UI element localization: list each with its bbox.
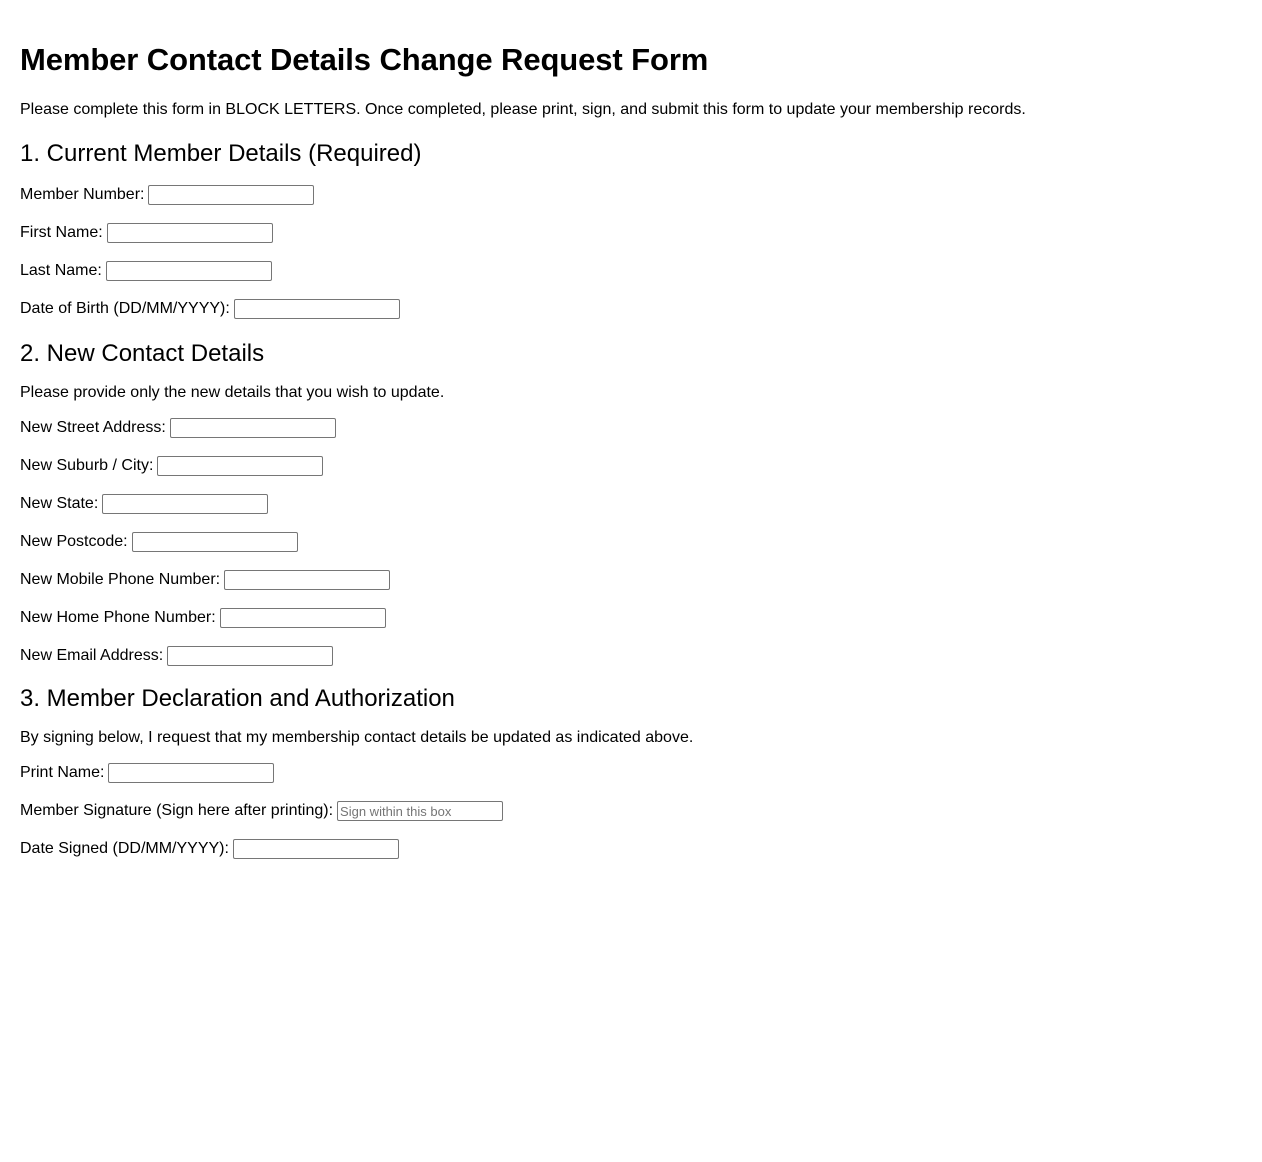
field-suburb <box>20 455 1242 477</box>
signature-label: Member Signature (Sign here after printing): <box>20 802 334 819</box>
home-phone-label: New Home Phone Number: <box>20 609 216 626</box>
suburb-label: New Suburb / City: <box>20 457 154 474</box>
field-dob <box>20 298 1242 320</box>
field-last-name <box>20 260 1242 282</box>
street-label: New Street Address: <box>20 419 166 436</box>
section3-note: By signing below, I request that my membership contact details be updated as indicated above. <box>20 729 694 746</box>
field-signature <box>20 800 1242 822</box>
signature-input[interactable] <box>337 801 503 821</box>
field-street <box>20 417 1242 439</box>
dob-input[interactable] <box>234 299 400 319</box>
field-member-number <box>20 184 1242 206</box>
state-label: New State: <box>20 495 99 512</box>
member-number-input[interactable] <box>148 185 314 205</box>
field-first-name <box>20 222 1242 244</box>
mobile-label: New Mobile Phone Number: <box>20 571 221 588</box>
postcode-input[interactable] <box>132 532 298 552</box>
email-label: New Email Address: <box>20 647 164 664</box>
field-home-phone <box>20 607 1242 629</box>
field-postcode <box>20 531 1242 553</box>
field-print-name <box>20 762 1242 784</box>
page-title: Member Contact Details Change Request Form <box>20 42 709 77</box>
state-input[interactable] <box>102 494 268 514</box>
last-name-input[interactable] <box>106 261 272 281</box>
postcode-label: New Postcode: <box>20 533 128 550</box>
field-email <box>20 645 1242 667</box>
section-heading-new-contact-details: 2. New Contact Details <box>20 340 265 367</box>
mobile-input[interactable] <box>224 570 390 590</box>
date-signed-label: Date Signed (DD/MM/YYYY): <box>20 840 229 857</box>
field-mobile <box>20 569 1242 591</box>
street-input[interactable] <box>170 418 336 438</box>
dob-label: Date of Birth (DD/MM/YYYY): <box>20 300 230 317</box>
first-name-label: First Name: <box>20 224 103 241</box>
suburb-input[interactable] <box>157 456 323 476</box>
print-name-label: Print Name: <box>20 764 105 781</box>
print-name-input[interactable] <box>108 763 274 783</box>
member-number-label: Member Number: <box>20 186 145 203</box>
section2-note: Please provide only the new details that you wish to update. <box>20 384 445 401</box>
form-page <box>0 42 1262 860</box>
first-name-input[interactable] <box>107 223 273 243</box>
date-signed-input[interactable] <box>233 839 399 859</box>
intro-text: Please complete this form in BLOCK LETTERS. Once completed, please print, sign, and submit this form to update your membership records. <box>20 101 1026 118</box>
field-date-signed <box>20 838 1242 860</box>
field-state <box>20 493 1242 515</box>
home-phone-input[interactable] <box>220 608 386 628</box>
last-name-label: Last Name: <box>20 262 102 279</box>
section-heading-declaration: 3. Member Declaration and Authorization <box>20 685 455 712</box>
email-input[interactable] <box>167 646 333 666</box>
section-heading-current-details: 1. Current Member Details (Required) <box>20 140 422 167</box>
